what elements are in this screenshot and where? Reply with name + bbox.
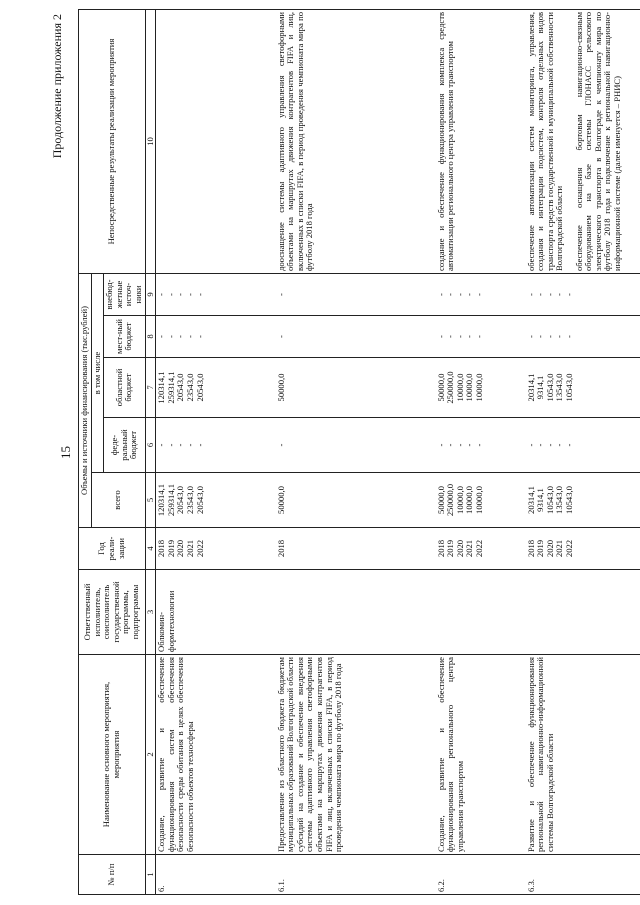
row-total-value: 20543,0 bbox=[194, 486, 205, 514]
row-fed-value: - bbox=[194, 443, 205, 447]
row-years-value: 2022 bbox=[194, 539, 205, 558]
row-fed-value: - bbox=[175, 443, 186, 447]
row-mun-value: - bbox=[564, 335, 575, 338]
row-years bbox=[276, 528, 436, 570]
row-years-value: 2018 bbox=[435, 539, 446, 558]
col-index: 9 bbox=[145, 273, 156, 315]
row-ext-value: - bbox=[544, 293, 555, 296]
row-mun-value: - bbox=[454, 335, 465, 338]
row-total-value: 10543,0 bbox=[564, 486, 575, 514]
row-ext-value: - bbox=[156, 293, 167, 296]
row-mun-value: - bbox=[464, 335, 475, 338]
row-mun bbox=[526, 316, 640, 358]
row-executor bbox=[436, 570, 526, 655]
row-ext bbox=[436, 273, 526, 315]
row-years-value: 2019 bbox=[445, 539, 456, 558]
row-ext-value: - bbox=[175, 293, 186, 296]
row-name: Предоставление из областного бюджета бюджетам муниципальных образований Волгоградской области субсидий на создание и обеспечение внедрения системы адаптивного управления светофорными объектами на маршрутах движения контрагентов FIFA и лиц, включенных в списки FIFA, в период проведения чемпионата мира по футболу 2018 года bbox=[276, 655, 436, 855]
row-years-value: 2018 bbox=[156, 539, 167, 558]
row-reg-value: 10000,0 bbox=[454, 373, 465, 402]
row-mun-value: - bbox=[535, 335, 546, 338]
row-total bbox=[276, 473, 436, 528]
col-index: 6 bbox=[145, 418, 156, 473]
row-ext bbox=[526, 273, 640, 315]
row-ext bbox=[276, 273, 436, 315]
row-name: Развитие и обеспечение функционирования региональной навигационно-информационной системы Волгоградской области bbox=[526, 655, 640, 855]
row-years bbox=[156, 528, 276, 570]
row-ext-value: - bbox=[184, 293, 195, 296]
row-years-value: 2020 bbox=[175, 539, 186, 558]
row-fed-value: - bbox=[165, 443, 176, 447]
row-reg-value: 20543,0 bbox=[175, 373, 186, 402]
col-index: 8 bbox=[145, 316, 156, 358]
row-years bbox=[436, 528, 526, 570]
col-index: 10 bbox=[145, 9, 156, 273]
page-number: 15 bbox=[58, 446, 73, 459]
row-years-value: 2020 bbox=[544, 539, 555, 558]
row-total bbox=[156, 473, 276, 528]
row-reg bbox=[276, 358, 436, 418]
table-body bbox=[156, 9, 640, 894]
row-reg-value: 13543,0 bbox=[554, 373, 565, 402]
row-reg-value: 10000,0 bbox=[474, 373, 485, 402]
row-number: 6.3. bbox=[526, 855, 640, 895]
row-reg-value: 259314,1 bbox=[165, 371, 176, 404]
row-total bbox=[436, 473, 526, 528]
row-ext-value: - bbox=[464, 293, 475, 296]
row-fed-value: - bbox=[544, 443, 555, 447]
row-ext-value: - bbox=[554, 293, 565, 296]
row-total-value: 13543,0 bbox=[554, 486, 565, 514]
row-years bbox=[526, 528, 640, 570]
row-fed-value: - bbox=[156, 443, 167, 447]
row-total-value: 250000,0 bbox=[445, 483, 456, 517]
row-ext-value: - bbox=[474, 293, 485, 296]
row-total-value: 50000,0 bbox=[275, 486, 286, 514]
row-years-value: 2018 bbox=[525, 539, 536, 558]
row-reg-value: 10543,0 bbox=[564, 373, 575, 402]
row-years-value: 2021 bbox=[464, 539, 475, 558]
row-total-value: 120314,1 bbox=[156, 483, 167, 517]
row-reg bbox=[156, 358, 276, 418]
row-mun bbox=[436, 316, 526, 358]
header-reg: областной бюджет bbox=[104, 358, 145, 418]
row-reg-value: 20314,1 bbox=[525, 373, 536, 402]
col-index: 7 bbox=[145, 358, 156, 418]
table-row bbox=[526, 9, 640, 894]
row-ext-value: - bbox=[275, 293, 286, 296]
header-year: Год реали-зации bbox=[79, 528, 146, 570]
row-number: 6.2. bbox=[436, 855, 526, 895]
row-fed-value: - bbox=[445, 443, 456, 447]
row-reg-value: 20543,0 bbox=[194, 373, 205, 402]
row-reg-value: 50000,0 bbox=[435, 373, 446, 402]
row-ext-value: - bbox=[165, 293, 176, 296]
row-mun-value: - bbox=[525, 335, 536, 338]
header-executor: Ответственный исполнитель, соисполнитель государственной программы, подпрограммы bbox=[79, 570, 146, 655]
row-mun bbox=[276, 316, 436, 358]
row-years-value: 2020 bbox=[454, 539, 465, 558]
header-incl: в том числе bbox=[91, 273, 104, 472]
row-years-value: 2022 bbox=[474, 539, 485, 558]
row-fed-value: - bbox=[435, 443, 446, 447]
row-total-value: 10000,0 bbox=[464, 486, 475, 514]
row-mun-value: - bbox=[165, 335, 176, 338]
row-total-value: 23543,0 bbox=[184, 486, 195, 514]
row-fed-value: - bbox=[564, 443, 575, 447]
row-total-value: 9314,1 bbox=[535, 488, 546, 512]
row-fed-value: - bbox=[525, 443, 536, 447]
row-number: 6. bbox=[156, 855, 276, 895]
table-row bbox=[436, 9, 526, 894]
row-result: создание и обеспечение функционирования комплекса средств автоматизации регионального центра управления транспортом bbox=[436, 9, 526, 273]
row-executor bbox=[276, 570, 436, 655]
row-total-value: 50000,0 bbox=[435, 486, 446, 514]
row-mun-value: - bbox=[435, 335, 446, 338]
row-result: обеспечение автоматизации систем мониторинга, управления, создания и интеграции подсистем, контроля отдельных видов транспорта средств государственной и муниципальной собственности Волгоградской области обеспечение оснащения бортовым навигационно-связным оборудованием на базе системы ГЛОНАСС рельсового электрического транспорта в Волгограде к чемпионату мира по футболу 2018 года и подключение к региональной навигационно-информационной системе (далее именуется – РНИС) bbox=[526, 9, 640, 273]
header-name: Наименование основного мероприятия, мероприятия bbox=[79, 655, 146, 855]
col-index: 3 bbox=[145, 570, 156, 655]
row-fed bbox=[526, 418, 640, 473]
row-years-value: 2019 bbox=[165, 539, 176, 558]
col-index: 5 bbox=[145, 473, 156, 528]
col-index: 4 bbox=[145, 528, 156, 570]
row-fed bbox=[156, 418, 276, 473]
row-years-value: 2021 bbox=[184, 539, 195, 558]
table-row bbox=[276, 9, 436, 894]
row-reg-value: 10000,0 bbox=[464, 373, 475, 402]
row-years-value: 2022 bbox=[564, 539, 575, 558]
row-total bbox=[526, 473, 640, 528]
row-mun-value: - bbox=[474, 335, 485, 338]
row-reg-value: 50000,0 bbox=[275, 373, 286, 402]
row-fed-value: - bbox=[535, 443, 546, 447]
table-row bbox=[156, 9, 276, 894]
rotated-page bbox=[48, 10, 633, 895]
row-reg-value: 120314,1 bbox=[156, 371, 167, 404]
row-mun bbox=[156, 316, 276, 358]
row-total-value: 20543,0 bbox=[175, 486, 186, 514]
row-total-value: 259314,1 bbox=[165, 483, 176, 517]
row-fed-value: - bbox=[275, 443, 286, 447]
header-result: Непосредственные результаты реализации мероприятия bbox=[79, 9, 146, 273]
row-fed-value: - bbox=[474, 443, 485, 447]
row-fed-value: - bbox=[454, 443, 465, 447]
row-reg-value: 9314,1 bbox=[535, 375, 546, 400]
continuation-label: Продолжение приложения 2 bbox=[50, 14, 64, 159]
row-fed bbox=[276, 418, 436, 473]
row-total-value: 10000,0 bbox=[474, 486, 485, 514]
program-table bbox=[78, 9, 640, 895]
col-index: 1 bbox=[145, 855, 156, 895]
row-mun-value: - bbox=[194, 335, 205, 338]
row-total-value: 10000,0 bbox=[454, 486, 465, 514]
row-reg-value: 10543,0 bbox=[544, 373, 555, 402]
row-years-value: 2021 bbox=[554, 539, 565, 558]
row-total-value: 10543,0 bbox=[544, 486, 555, 514]
row-ext-value: - bbox=[535, 293, 546, 296]
row-reg-value: 23543,0 bbox=[184, 373, 195, 402]
row-ext bbox=[156, 273, 276, 315]
row-reg bbox=[526, 358, 640, 418]
row-ext-value: - bbox=[445, 293, 456, 296]
header-total: всего bbox=[91, 473, 145, 528]
row-reg-value: 250000,0 bbox=[445, 371, 456, 404]
row-ext-value: - bbox=[435, 293, 446, 296]
row-result: дооснащение системы адаптивного управления светофорными объектами на маршрутах движения контрагентов FIFA и лиц, включенных в списки FIFA, в период проведения чемпионата мира по футболу 2018 года bbox=[276, 9, 436, 273]
header-ext: внебюд-жетные источ-ники bbox=[104, 273, 145, 315]
row-executor: Облкоминформтехнологии bbox=[156, 570, 276, 655]
row-number: 6.1. bbox=[276, 855, 436, 895]
row-fed-value: - bbox=[554, 443, 565, 447]
row-mun-value: - bbox=[275, 335, 286, 338]
row-reg bbox=[436, 358, 526, 418]
row-name: Создание, развитие и обеспечение функционирования систем обеспечения безопасности среды обитания в целях обеспечения безопасности объектов техносферы bbox=[156, 655, 276, 855]
row-fed-value: - bbox=[184, 443, 195, 447]
row-mun-value: - bbox=[156, 335, 167, 338]
row-mun-value: - bbox=[184, 335, 195, 338]
header-funding: Объемы и источники финансирования (тыс.рублей) bbox=[79, 273, 92, 527]
row-mun-value: - bbox=[175, 335, 186, 338]
row-ext-value: - bbox=[194, 293, 205, 296]
row-fed bbox=[436, 418, 526, 473]
row-ext-value: - bbox=[525, 293, 536, 296]
row-executor bbox=[526, 570, 640, 655]
row-mun-value: - bbox=[445, 335, 456, 338]
row-ext-value: - bbox=[564, 293, 575, 296]
row-years-value: 2019 bbox=[535, 539, 546, 558]
row-mun-value: - bbox=[554, 335, 565, 338]
row-name: Создание, развитие и обеспечение функционирования регионального центра управления транспортом bbox=[436, 655, 526, 855]
row-result bbox=[156, 9, 276, 273]
row-fed-value: - bbox=[464, 443, 475, 447]
header-fed: феде-ральный бюджет bbox=[104, 418, 145, 473]
row-total-value: 20314,1 bbox=[525, 486, 536, 514]
row-years-value: 2018 bbox=[275, 539, 286, 558]
header-num: № п/п bbox=[79, 855, 146, 895]
col-index: 2 bbox=[145, 655, 156, 855]
row-ext-value: - bbox=[454, 293, 465, 296]
row-mun-value: - bbox=[544, 335, 555, 338]
header-mun: мест-ный бюджет bbox=[104, 316, 145, 358]
